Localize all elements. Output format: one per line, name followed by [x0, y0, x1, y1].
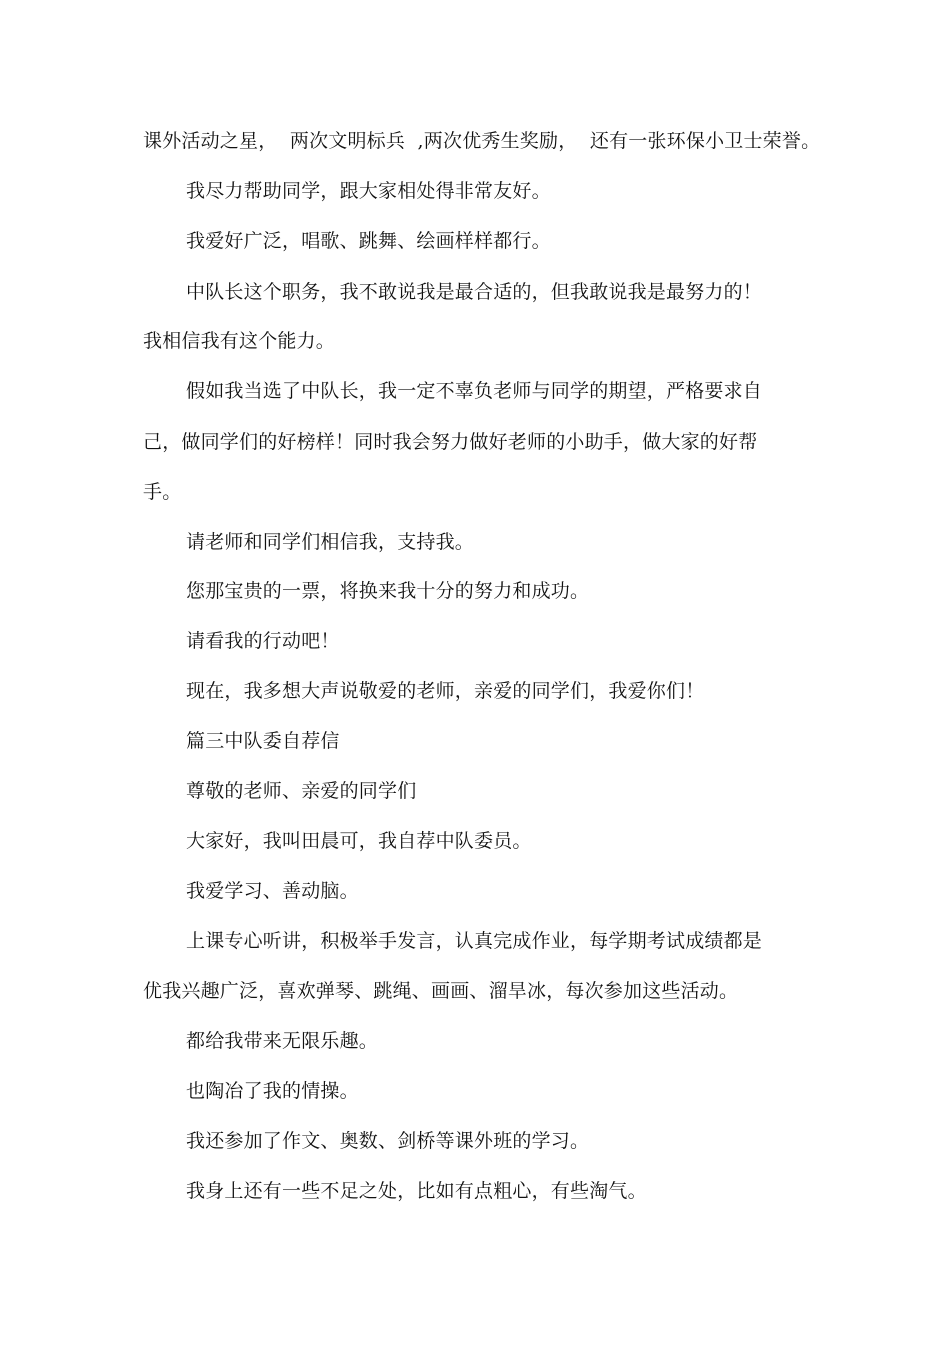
text-line: 请看我的行动吧！ [186, 630, 340, 652]
text-line: 己，做同学们的好榜样！同时我会努力做好老师的小助手，做大家的好帮 [143, 431, 758, 453]
text-line: 假如我当选了中队长，我一定不辜负老师与同学的期望，严格要求自 [186, 380, 763, 402]
salutation: 尊敬的老师、亲爱的同学们 [186, 780, 417, 802]
text-line: 课外活动之星， 两次文明标兵 ,两次优秀生奖励， 还有一张环保小卫士荣誉。 [143, 130, 821, 152]
text-line: 中队长这个职务，我不敢说我是最合适的，但我敢说我是最努力的！ [186, 281, 763, 303]
text-line: 我爱好广泛，唱歌、跳舞、绘画样样都行。 [186, 230, 551, 252]
text-line: 手。 [143, 481, 182, 503]
text-line: 优我兴趣广泛，喜欢弹琴、跳绳、画画、溜旱冰，每次参加这些活动。 [143, 980, 739, 1002]
text-line: 大家好，我叫田晨可，我自荐中队委员。 [186, 830, 532, 852]
text-line: 我相信我有这个能力。 [143, 330, 336, 352]
text-line: 都给我带来无限乐趣。 [186, 1030, 379, 1052]
text-line: 请老师和同学们相信我，支持我。 [186, 531, 475, 553]
text-line: 我还参加了作文、奥数、剑桥等课外班的学习。 [186, 1130, 590, 1152]
text-line: 我尽力帮助同学，跟大家相处得非常友好。 [186, 180, 551, 202]
section-heading: 篇三中队委自荐信 [186, 730, 340, 752]
text-line: 我爱学习、善动脑。 [186, 880, 359, 902]
text-line: 您那宝贵的一票，将换来我十分的努力和成功。 [186, 580, 590, 602]
text-line: 上课专心听讲，积极举手发言，认真完成作业，每学期考试成绩都是 [186, 930, 763, 952]
text-line: 我身上还有一些不足之处，比如有点粗心，有些淘气。 [186, 1180, 647, 1202]
text-line: 也陶冶了我的情操。 [186, 1080, 359, 1102]
text-line: 现在，我多想大声说敬爱的老师，亲爱的同学们，我爱你们！ [186, 680, 705, 702]
